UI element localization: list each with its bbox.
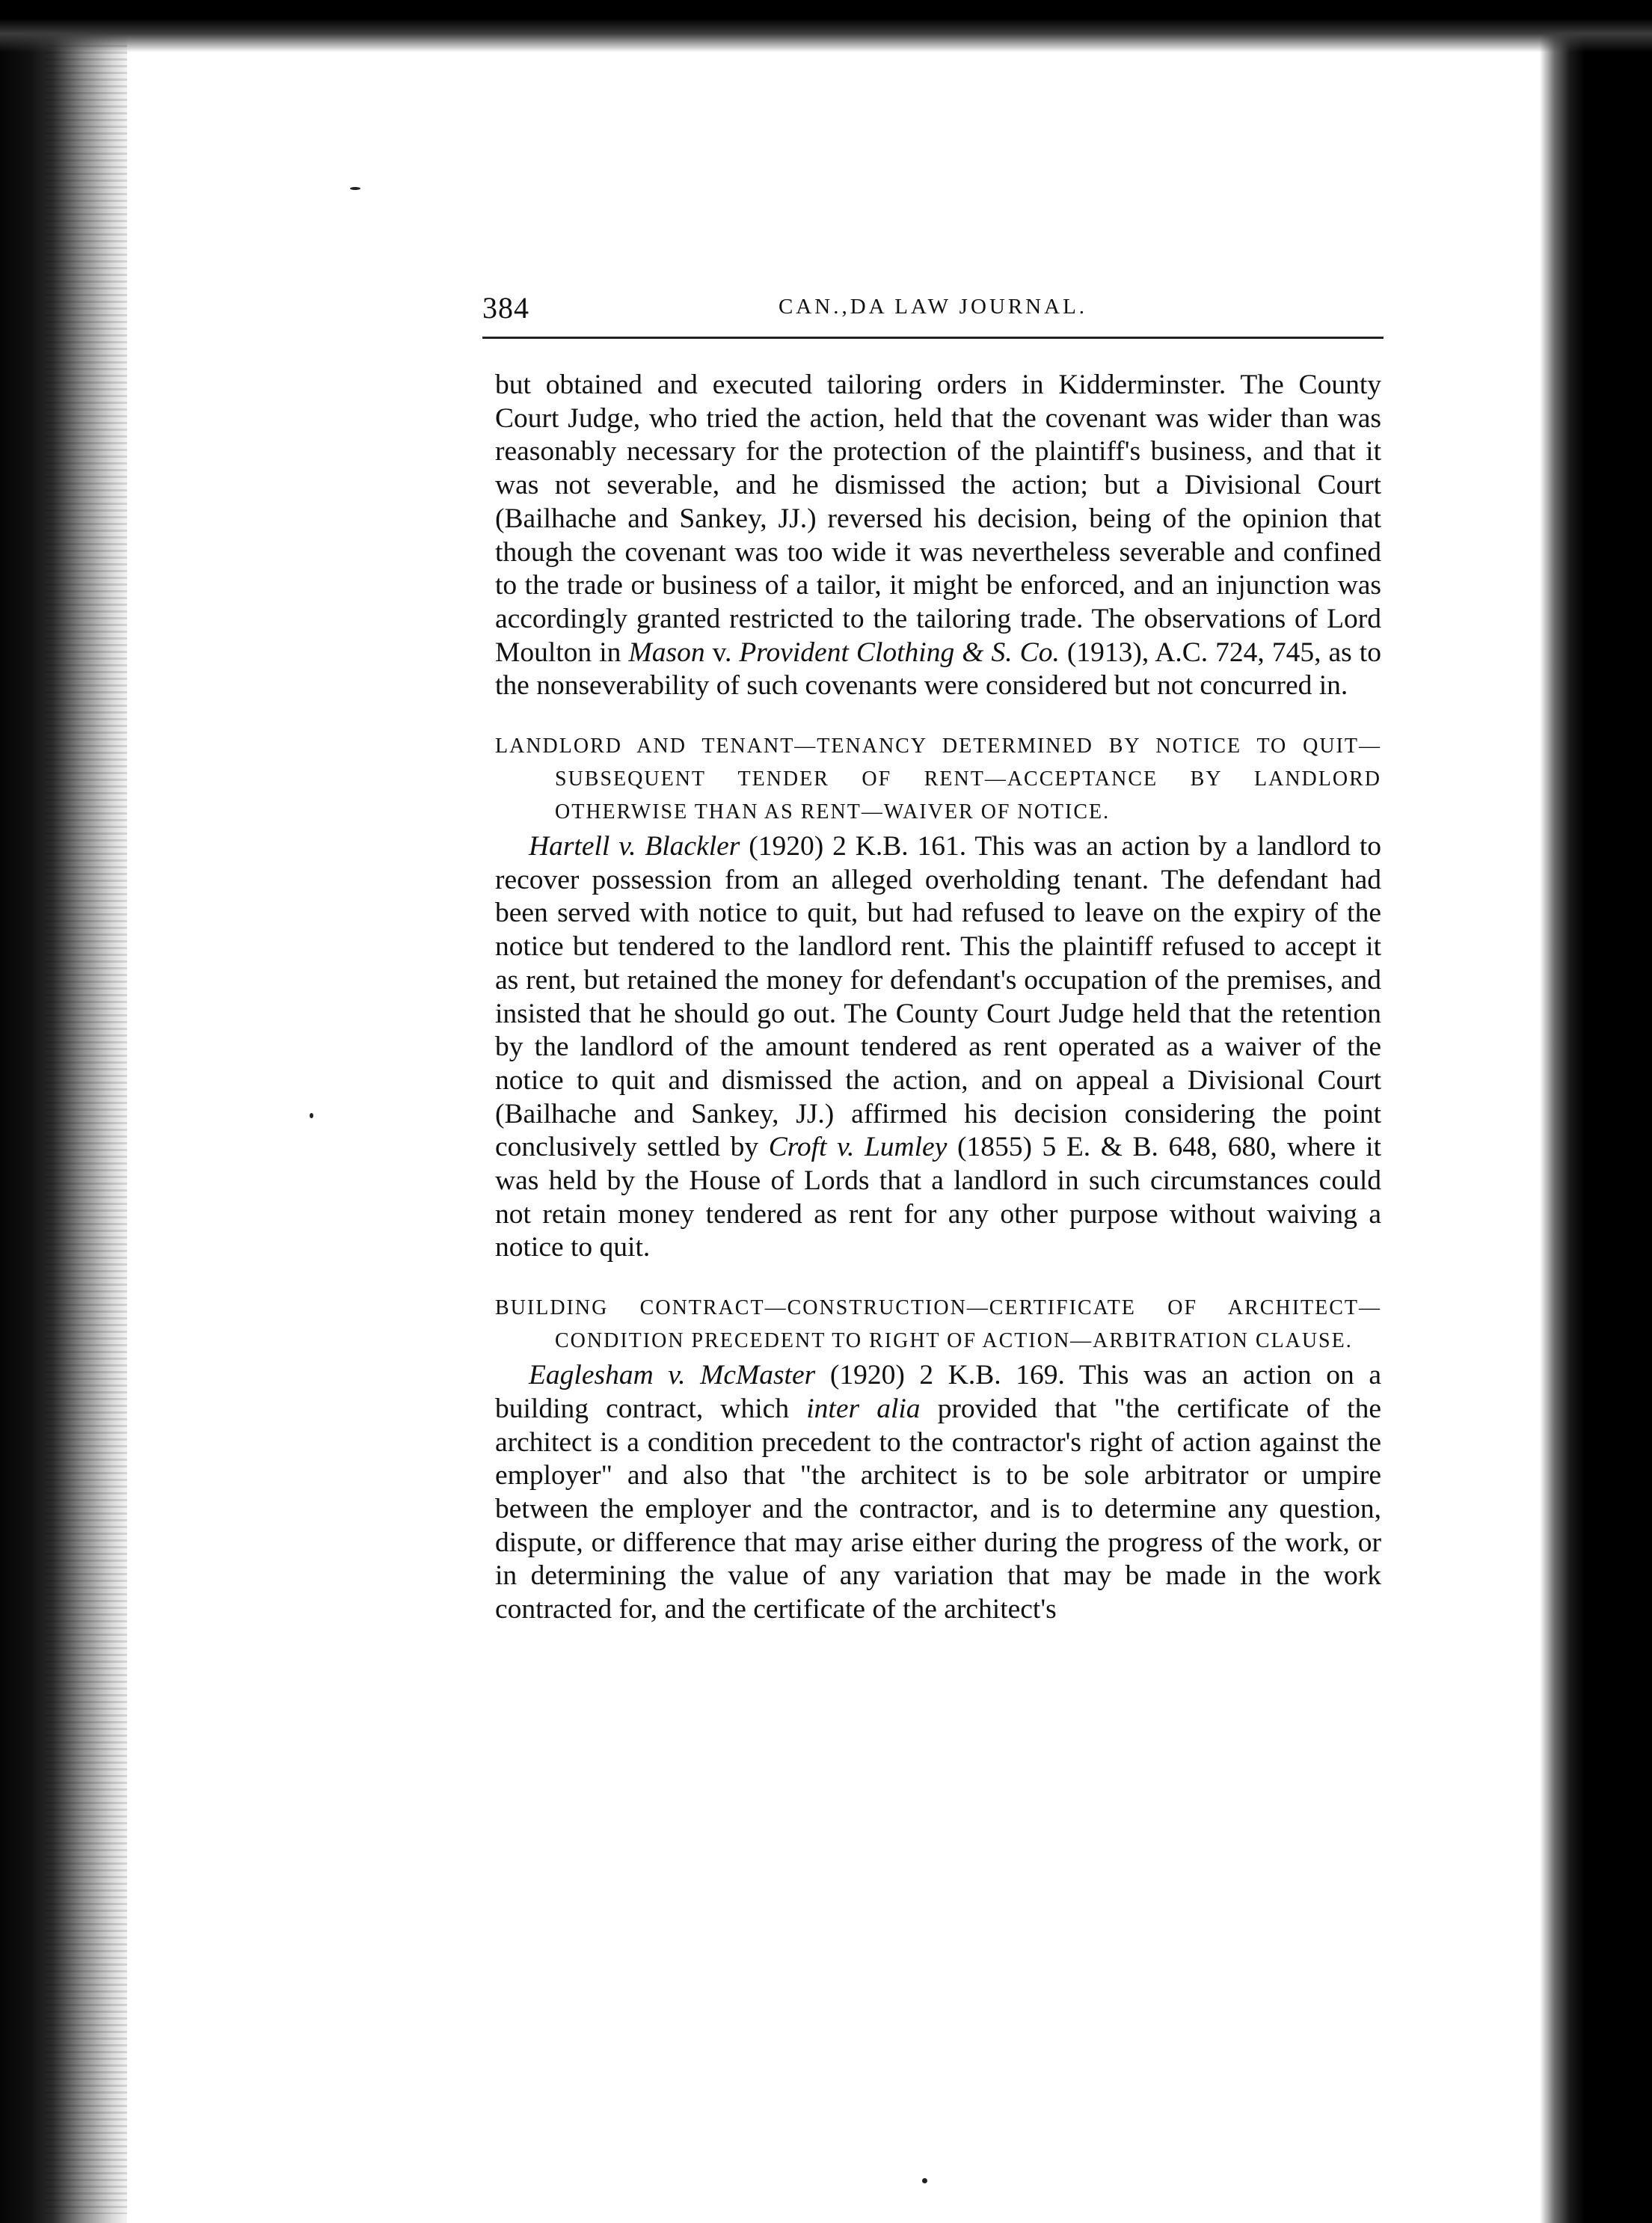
section-heading-building-contract bbox=[495, 1292, 1381, 1358]
continuation-text-end: (1913), A.C. 724, 745, as to the nonseverability of such covenants were considered but not concurred in. bbox=[495, 637, 1381, 702]
scan-speck bbox=[350, 187, 360, 190]
continuation-paragraph bbox=[495, 369, 1381, 703]
section-text: This was an action by a landlord to recover possession from an alleged overholding tenant. The defendant had been served with notice to quit, but had refused to leave on the expiry of the notice but tendered to the landlord rent. This the plaintiff refused to accept it as rent, but retained the money for defendant's occupation of the premises, and insisted that he should go out. The County Court Judge held that the retention by the landlord of the amount tendered as rent operated as a waiver of the notice to quit and dismissed the action, and on appeal a Divisional Court (Bailhache and Sankey, JJ.) affirmed his decision considering the point conclusively settled by bbox=[495, 831, 1381, 1163]
scan-speck bbox=[310, 1113, 313, 1118]
case-name-eaglesham: Eaglesham v. McMaster bbox=[529, 1360, 816, 1391]
versus-text: v. bbox=[704, 637, 740, 668]
section-heading-text: BUILDING CONTRACT—CONSTRUCTION—CERTIFICATE OF ARCHITECT—CONDITION PRECEDENT TO RIGHT OF ACTION—ARBITRATION CLAUSE. bbox=[495, 1296, 1381, 1353]
latin-phrase: inter alia bbox=[806, 1393, 921, 1424]
continuation-text: but obtained and executed tailoring orders in Kidderminster. The County Court Judge, who tried the action, held that the covenant was wider than was reasonably necessary for the protection of the plaintiff's business, and that it was not severable, and he dismissed the action; but a Divisional Court (Bailhache and Sankey, JJ.) reversed his decision, being of the opinion that though the covenant was too wide it was nevertheless severable and confined to the trade or business of a tailor, it might be enforced, and an injunction was accordingly granted restricted to the tailoring trade. The observations of Lord Moulton in bbox=[495, 370, 1381, 668]
case-name-hartell: Hartell v. Blackler bbox=[529, 831, 740, 862]
section-heading-text: LANDLORD AND TENANT—TENANCY DETERMINED BY NOTICE TO QUIT—SUBSEQUENT TENDER OF RENT—ACCEPTANCE BY LANDLORD OTHERWISE THAN AS RENT—WAIVER OF NOTICE. bbox=[495, 735, 1381, 824]
header-rule bbox=[482, 337, 1384, 339]
page-number: 384 bbox=[482, 291, 529, 325]
section-heading-landlord-tenant bbox=[495, 730, 1381, 829]
journal-title: CAN.,DA LAW JOURNAL. bbox=[778, 295, 1088, 319]
citation-text: (1920) 2 K.B. 161. bbox=[740, 831, 975, 862]
section-text: This was an action on a building contract, which bbox=[495, 1360, 1381, 1424]
section-text: (1855) 5 E. & B. 648, 680, where it was held by the House of Lords that a landlord in such circumstances could not retain money tendered as rent for any other purpose without waiving a notice to quit. bbox=[495, 1132, 1382, 1263]
scan-speck bbox=[922, 2178, 927, 2183]
case-name-mason: Mason bbox=[628, 637, 705, 668]
running-head bbox=[482, 290, 1384, 335]
citation-text: (1920) 2 K.B. 169. bbox=[815, 1360, 1079, 1391]
case-name-provident: Provident Clothing & S. Co. bbox=[739, 637, 1060, 668]
case-name-croft: Croft v. Lumley bbox=[768, 1132, 948, 1163]
section-paragraph-landlord-tenant bbox=[495, 830, 1381, 1265]
section-text: provided that "the certificate of the architect is a condition precedent to the contractor's right of action against the employer" and also that "the architect is to be sole arbitrator or umpire between the employer and the contractor, and is to determine any question, dispute, or difference that may arise either during the progress of the work, or in determining the value of any variation that may be made in the work contracted for, and the certificate of the architect's bbox=[495, 1393, 1381, 1625]
section-paragraph-building-contract bbox=[495, 1359, 1381, 1627]
body-text bbox=[495, 369, 1381, 1627]
